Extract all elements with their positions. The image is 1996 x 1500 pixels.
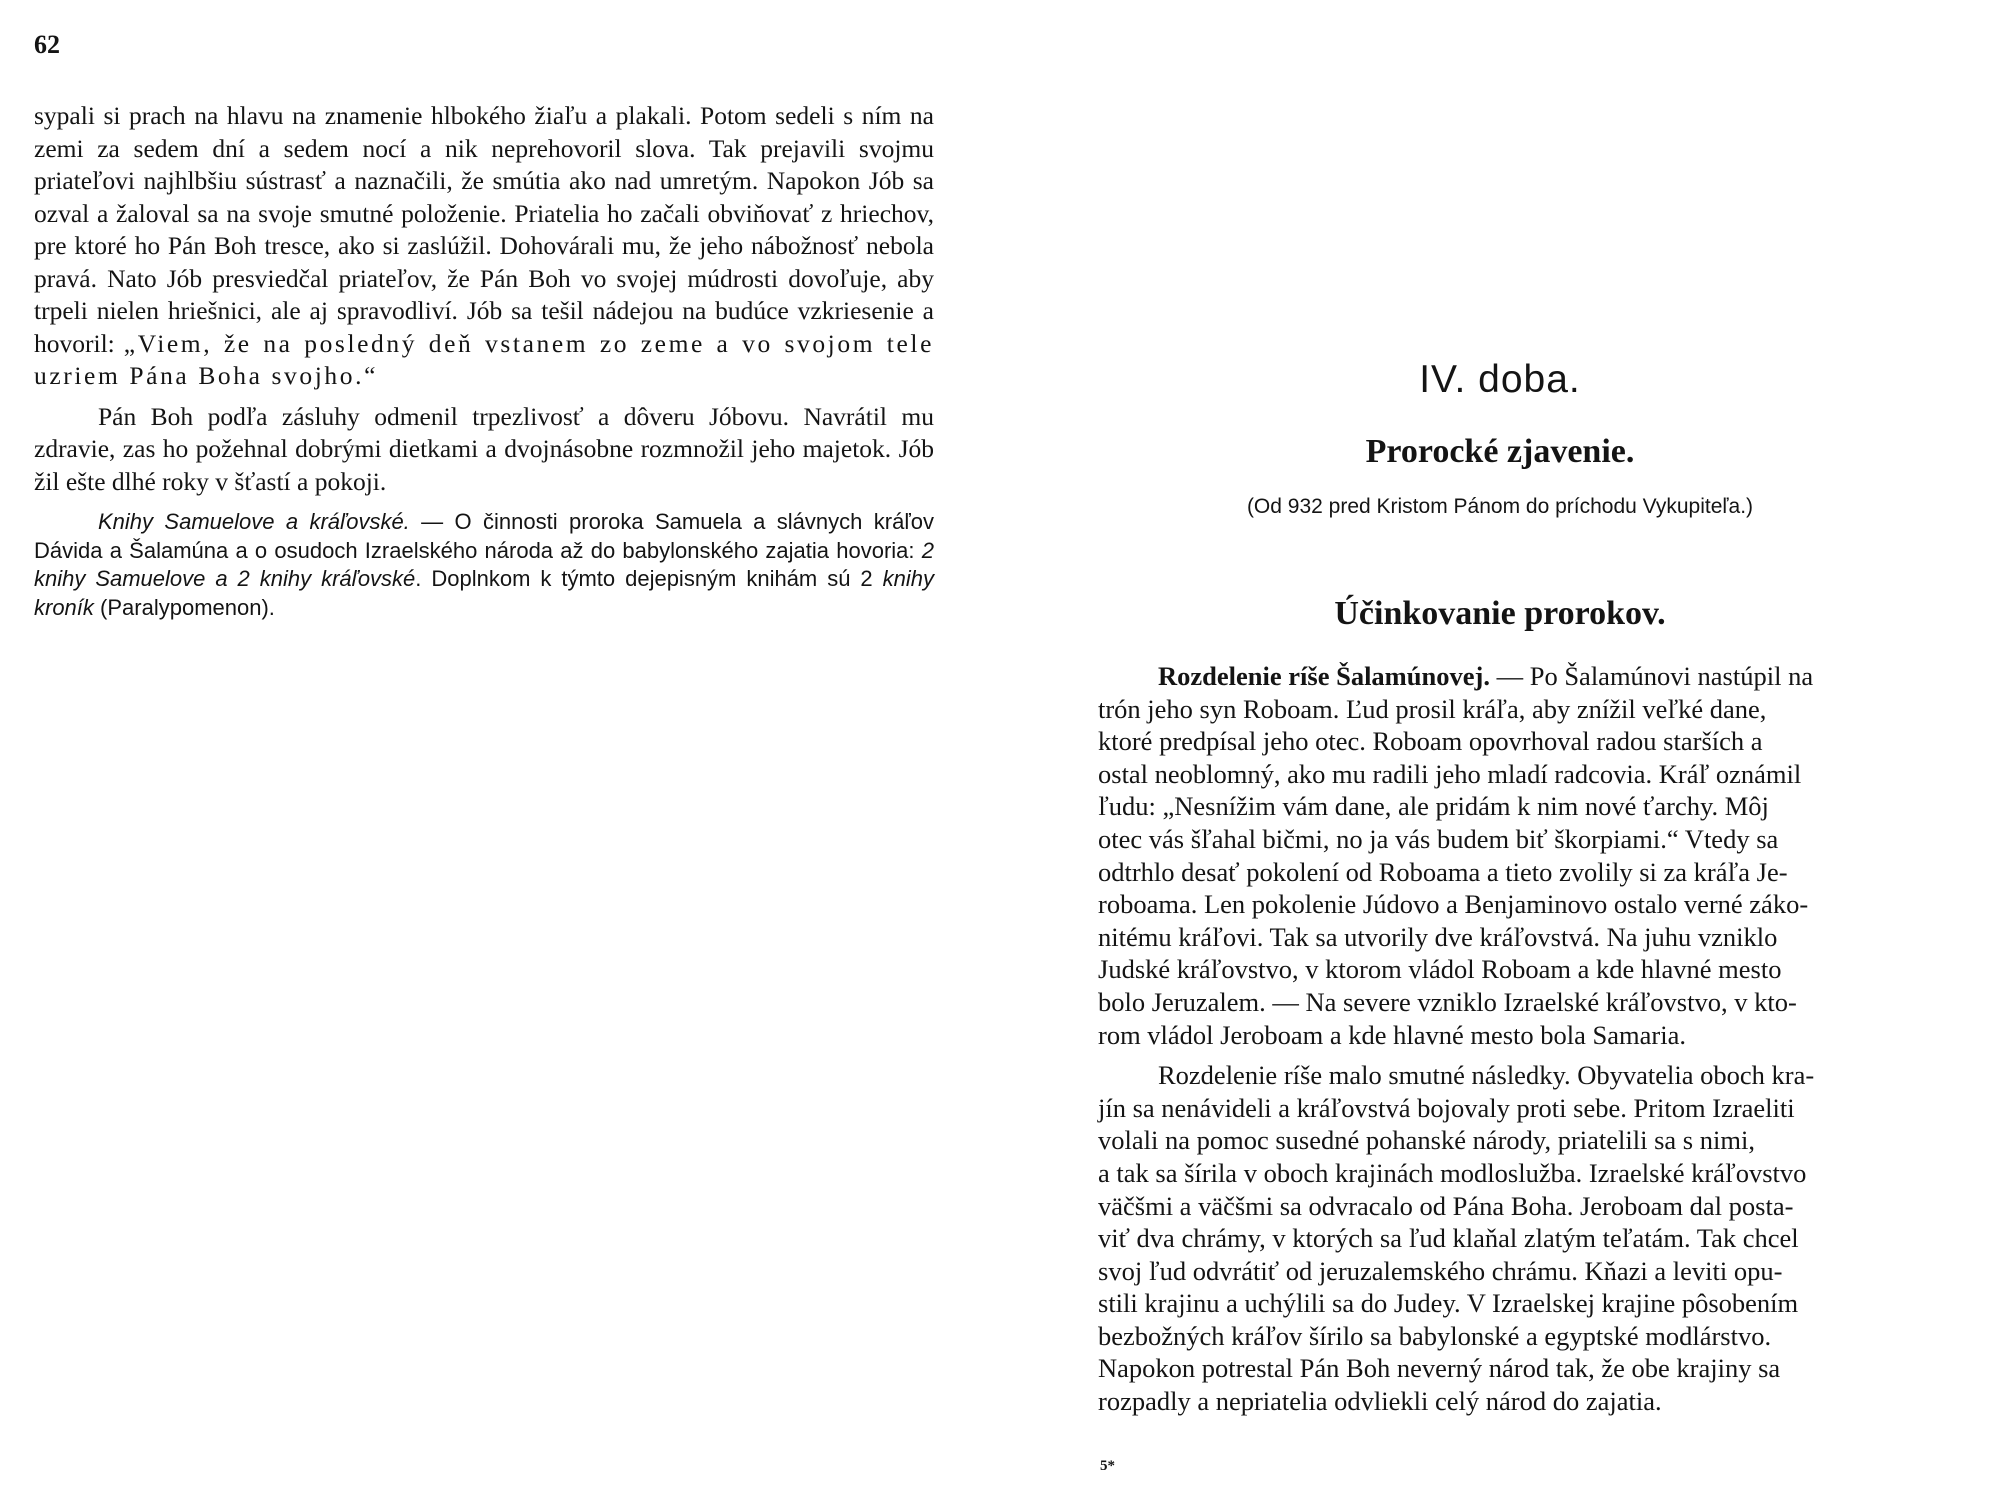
paragraph-text: (Paralypomenon). [93, 594, 275, 620]
signature-mark: 5* [1100, 1458, 1115, 1474]
section-title: IV. doba. [1419, 358, 1581, 401]
paragraph-samuel-books [34, 508, 934, 622]
paragraph-heading: Knihy Samuelove a kráľovské. [98, 509, 410, 534]
paragraph-job-friends [34, 100, 934, 393]
section-subtitle: Prorocké zjavenie. [1365, 433, 1635, 470]
paragraph-division-consequences: Rozdelenie ríše malo smutné následky. Obyvatelia oboch kra- jín sa nenávideli a kráľovstvá bojovaly proti sebe. Pritom Izraeliti volali na pomoc susedné pohanské národy, priatelili sa s nimi, a tak sa šírila v oboch krajinách modloslužba. Izraelské kráľovstvo väčšmi a väčšmi sa odvracalo od Pána Boha. Jeroboam dal posta- viť dva chrámy, v ktorých sa ľud klaňal zlatým teľatám. Tak chcel svoj ľud odvrátiť od jeruzalemského chrámu. Kňazi a leviti opu- stili krajinu a uchýlili sa do Judey. V Izraelskej krajine pôsobením bezbožných kráľov šírilo sa babylonské a egyptské modlárstvo. Napokon potrestal Pán Boh neverný národ tak, že obe krajiny sa rozpadly a nepriatelia odvliekli celý národ do zajatia. [1098, 1060, 1815, 1417]
chapter-title: Účinkovanie prorokov. [1334, 595, 1666, 632]
right-page [1000, 0, 1996, 1500]
quote-spaced: „Viem, že na posledný deň vstanem zo zeme a vo svojom tele uzriem Pána Boha svojho.“ [34, 328, 934, 390]
left-page [0, 0, 960, 1500]
page-number: 62 [34, 30, 60, 59]
paragraph-job-reward: Pán Boh podľa zásluhy odmenil trpezlivosť a dôveru Jóbovu. Navrátil mu zdravie, zas ho požehnal dobrými dietkami a dvojnásobne rozmnožil jeho majetok. Jób žil ešte dlhé roky v šťastí a pokoji. [34, 401, 934, 496]
section-date-note: (Od 932 pred Kristom Pánom do príchodu Vykupiteľa.) [1246, 495, 1754, 518]
paragraph-text: sypali si prach na hlavu na znamenie hlbokého žiaľu a plakali. Potom sedeli s ním na zemi za sedem dní a sedem nocí a nik neprehovoril slova. Tak prejavili svojmu priateľovi najhlbšiu sústrasť a naznačili, že smútia ako nad umretým. Napokon Jób sa ozval a žaloval sa na svoje smutné položenie. Priatelia ho začali obviňovať z hriechov, pre ktoré ho Pán Boh tresce, ako si zaslúžil. Dohovárali mu, že jeho nábožnosť nebola pravá. Nato Jób presviedčal priateľov, že Pán Boh vo svojej múdrosti dovoľuje, aby trpeli nielen hriešnici, ale aj spravodliví. Jób sa tešil nádejou na budúce vzkriesenie a hovoril: [34, 101, 934, 358]
book-title: knihy kroník [34, 566, 934, 620]
paragraph-heading: Rozdelenie ríše Šalamúnovej. [1158, 661, 1490, 691]
paragraph-text: — Po Šalamúnovi nastúpil na trón jeho syn Roboam. Ľud prosil kráľa, aby znížil veľké dane, ktoré predpísal jeho otec. Roboam opovrhoval radou starších a ostal neoblomný, ako mu radili jeho mladí radcovia. Kráľ oznámil ľudu: „Nesnížim vám dane, ale pridám k nim nové ťarchy. Môj otec vás šľahal bičmi, no ja vás budem biť škorpiami.“ Vtedy sa odtrhlo desať pokolení od Roboama a tieto zvolily si za kráľa Je- roboama. Len pokolenie Júdovo a Benjaminovo ostalo verné záko- nitému kráľovi. Tak sa utvorily dve kráľovstvá. Na juhu vzniklo Judské kráľovstvo, v ktorom vládol Roboam a kde hlavné mesto bolo Jeruzalem. — Na severe vzniklo Izraelské kráľovstvo, v kto- rom vládol Jeroboam a kde hlavné mesto bola Samaria. [1098, 661, 1814, 1050]
paragraph-kingdom-division [1098, 660, 1996, 1051]
left-page-body [34, 100, 934, 630]
book-title: 2 knihy Samuelove a 2 knihy kráľovské [34, 537, 934, 591]
right-page-body [1098, 660, 1996, 1426]
paragraph-text: — O činnosti proroka Samuela a slávnych kráľov Dávida a Šalamúna a o osudoch Izraelského národa až do babylonského zajatia hovoria: [34, 509, 934, 563]
paragraph-text: . Doplnkom k týmto dejepisným knihám sú 2 [415, 566, 883, 591]
